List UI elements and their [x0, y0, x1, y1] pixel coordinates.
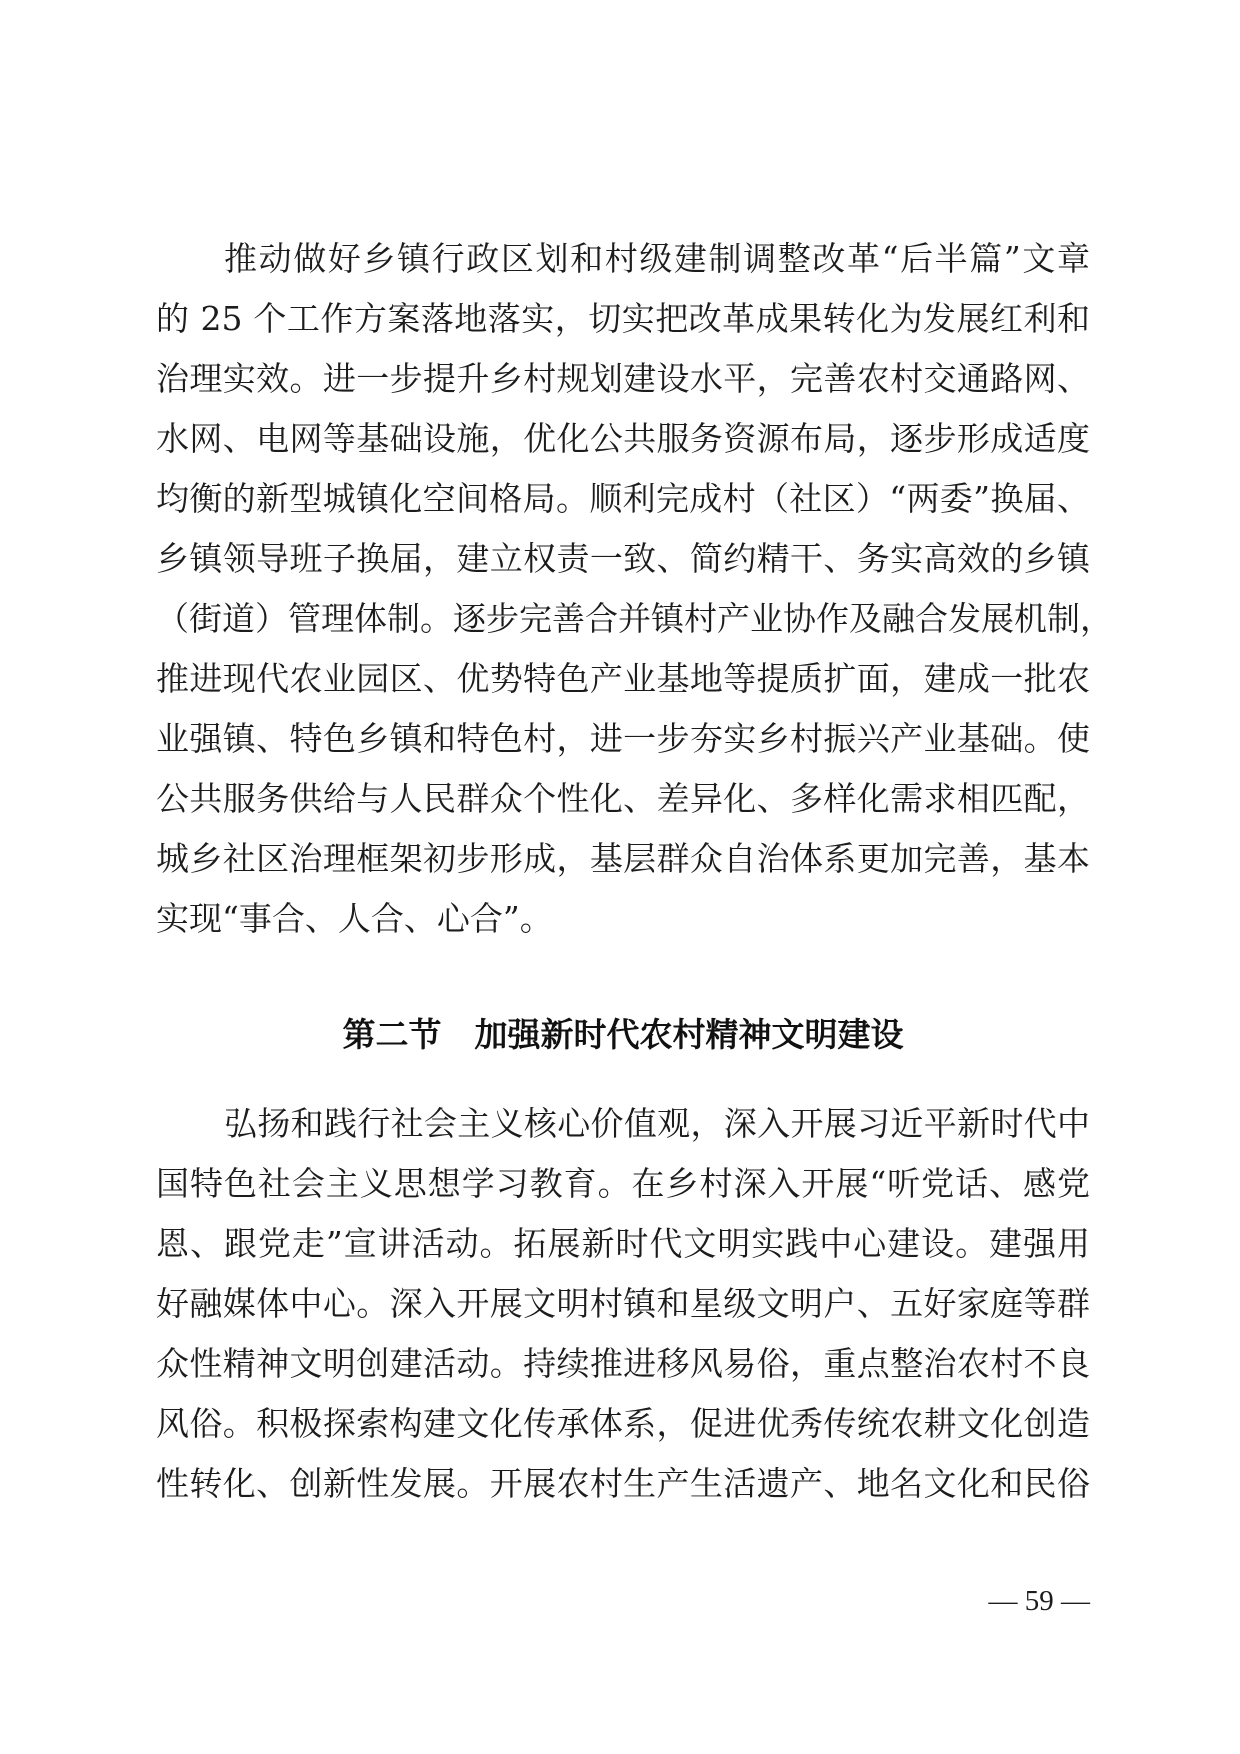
paragraph-rural-governance	[156, 229, 1113, 949]
section-heading: 第二节 加强新时代农村精神文明建设	[342, 1015, 904, 1054]
paragraph-line: 实现“事合、人合、心合”。	[156, 899, 553, 938]
page-number: — 59 —	[988, 1585, 1090, 1617]
paragraph-line: 均衡的新型城镇化空间格局。顺利完成村（社区）“两委”换届、	[156, 479, 1090, 518]
paragraph-line: 乡镇领导班子换届，建立权责一致、简约精干、务实高效的乡镇	[156, 539, 1090, 578]
paragraph-line: 恩、跟党走”宣讲活动。拓展新时代文明实践中心建设。建强用	[156, 1224, 1090, 1263]
paragraph-line: 水网、电网等基础设施，优化公共服务资源布局，逐步形成适度	[156, 419, 1090, 458]
paragraph-line: 风俗。积极探索构建文化传承体系，促进优秀传统农耕文化创造	[156, 1404, 1090, 1443]
paragraph-line: 好融媒体中心。深入开展文明村镇和星级文明户、五好家庭等群	[156, 1284, 1090, 1323]
paragraph-line: 国特色社会主义思想学习教育。在乡村深入开展“听党话、感党	[156, 1164, 1090, 1203]
paragraph-line: 性转化、创新性发展。开展农村生产生活遗产、地名文化和民俗	[156, 1464, 1090, 1503]
paragraph-line: 推动做好乡镇行政区划和村级建制调整改革“后半篇”文章	[224, 239, 1090, 278]
paragraph-line: 业强镇、特色乡镇和特色村，进一步夯实乡村振兴产业基础。使	[156, 719, 1090, 758]
paragraph-spiritual-civilization	[156, 1094, 1090, 1514]
paragraph-line: （街道）管理体制。逐步完善合并镇村产业协作及融合发展机制，	[156, 599, 1113, 638]
paragraph-line: 公共服务供给与人民群众个性化、差异化、多样化需求相匹配，	[156, 779, 1090, 818]
paragraph-line: 城乡社区治理框架初步形成，基层群众自治体系更加完善，基本	[156, 839, 1090, 878]
paragraph-line: 众性精神文明创建活动。持续推进移风易俗，重点整治农村不良	[156, 1344, 1090, 1383]
paragraph-line: 的 25 个工作方案落地落实，切实把改革成果转化为发展红利和	[156, 299, 1090, 338]
paragraph-line: 弘扬和践行社会主义核心价值观，深入开展习近平新时代中	[224, 1104, 1090, 1143]
paragraph-line: 推进现代农业园区、优势特色产业基地等提质扩面，建成一批农	[156, 659, 1090, 698]
paragraph-line: 治理实效。进一步提升乡村规划建设水平，完善农村交通路网、	[156, 359, 1090, 398]
